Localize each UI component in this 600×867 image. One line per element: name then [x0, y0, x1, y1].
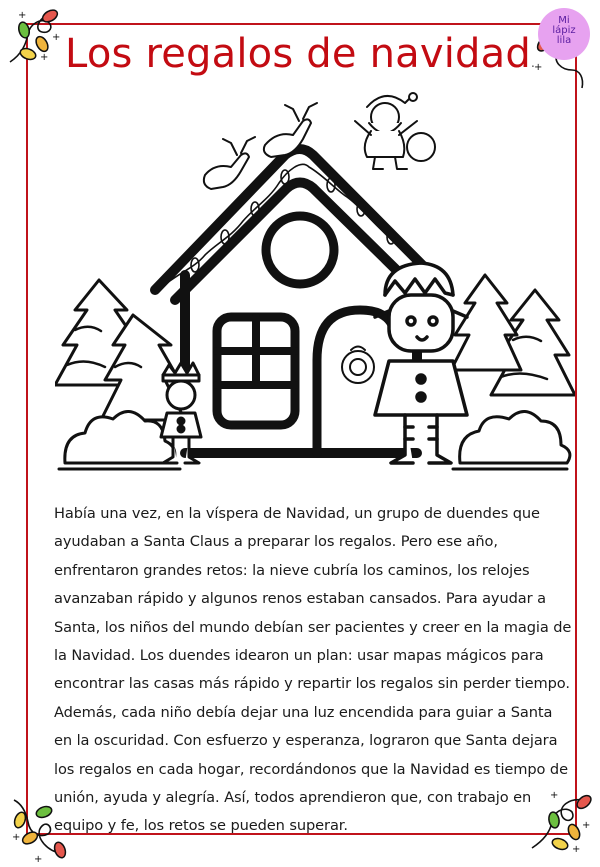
- logo-line: lápiz: [552, 25, 576, 36]
- story-line: unión, ayuda y alegría. Así, todos aprendieron que, con trabajo en: [54, 789, 532, 807]
- story-line: avanzaban rápido y algunos renos estaban cansados. Para ayudar a: [54, 590, 546, 608]
- svg-text:+: +: [34, 854, 43, 864]
- story-line: Santa, los niños del mundo debían ser pacientes y creer en la magia de: [54, 618, 572, 636]
- title-text: Los regalos de navidad: [65, 31, 531, 77]
- story-line: los regalos en cada hogar, recordándonos que la Navidad es tiempo de: [54, 760, 568, 778]
- logo-line: Mi: [558, 15, 570, 26]
- story-line: la Navidad. Los duendes idearon un plan: usar mapas mágicos para: [54, 647, 544, 665]
- svg-text:+: +: [582, 820, 591, 831]
- svg-text:+: +: [52, 32, 61, 43]
- story-line: Había una vez, en la víspera de Navidad, un grupo de duendes que: [54, 505, 540, 522]
- story-line: ayudaban a Santa Claus a preparar los regalos. Pero ese año,: [54, 533, 498, 551]
- title-period: .: [530, 56, 535, 70]
- elf-icon: [375, 263, 467, 463]
- logo-line: lila: [556, 35, 572, 46]
- svg-text:+: +: [534, 62, 543, 73]
- story-line: en la oscuridad. Con esfuerzo y esperanza, lograron que Santa dejara: [54, 732, 558, 750]
- svg-text:+: +: [550, 790, 559, 801]
- pine-tree-icon: [451, 275, 575, 395]
- santa-claus-icon: [355, 93, 435, 169]
- wreath-icon: [342, 347, 374, 384]
- story-line: Además, cada niño debía dejar una luz encendida para guiar a Santa: [54, 703, 553, 721]
- pine-tree-icon: [55, 280, 185, 420]
- svg-text:+: +: [12, 832, 21, 843]
- svg-text:+: +: [572, 844, 581, 854]
- story-text: [54, 500, 574, 841]
- page-title: [0, 26, 600, 91]
- story-line: encontrar las casas más rápido y repartir los regalos sin perder tiempo.: [54, 675, 570, 693]
- christmas-house-illustration: [55, 85, 575, 490]
- story-line: equipo y fe, los retos se pueden superar.: [54, 817, 348, 835]
- svg-text:+: +: [40, 52, 49, 63]
- story-line: enfrentaron grandes retos: la nieve cubría los caminos, los relojes: [54, 561, 530, 579]
- svg-text:+: +: [18, 10, 27, 21]
